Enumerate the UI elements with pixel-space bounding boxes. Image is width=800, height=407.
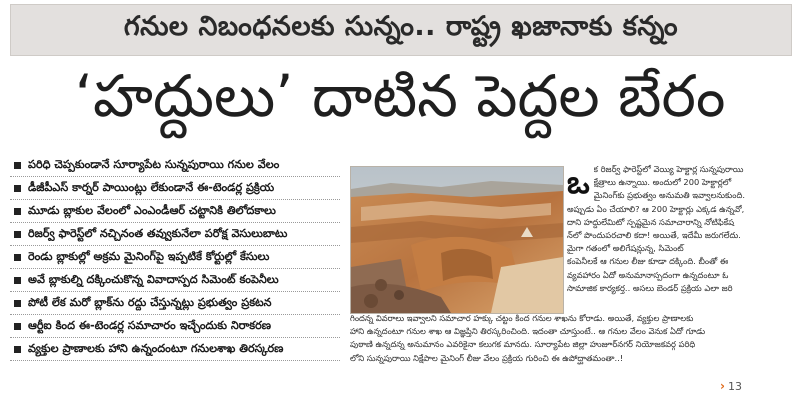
square-bullet-icon bbox=[14, 277, 21, 284]
square-bullet-icon bbox=[14, 231, 21, 238]
highlight-text: వ్యక్తుల ప్రాణాలకు హాని ఉన్నందంటూ గనులశాఖ తిరస్కరణ bbox=[28, 342, 284, 355]
highlight-text: అవే బ్లాకుల్ని దక్కించుకొన్న వివాదాస్పద సిమెంట్ కంపెనీలు bbox=[28, 273, 279, 286]
limestone-quarry-image bbox=[351, 167, 563, 313]
highlight-text: డీజీపీఎస్ కార్నర్ పాయింట్లు లేకుండానే ఈ-టెండర్ల ప్రక్రియ bbox=[28, 181, 275, 194]
highlight-item bbox=[10, 223, 340, 246]
highlight-item bbox=[10, 269, 340, 292]
square-bullet-icon bbox=[14, 346, 21, 353]
page-number: 13 bbox=[728, 379, 742, 393]
article-line: క్షేత్రాలు ఉన్నాయి. అందులో 200 హెక్టార్లలో bbox=[593, 177, 732, 188]
square-bullet-icon bbox=[14, 208, 21, 215]
quarry-photo bbox=[350, 166, 564, 314]
highlight-text: రెండు బ్లాకుల్లో అక్రమ మైనింగ్‌పై ఇప్పటికే కోర్టుల్లో కేసులు bbox=[28, 250, 270, 263]
highlight-item bbox=[10, 246, 340, 269]
article-body-wide bbox=[350, 312, 792, 365]
article-line: సామాజిక కార్యకర్త.. అసలు బెండర్ ప్రక్రియ ఎలా జరి bbox=[567, 282, 733, 293]
article-line: దాని హద్దులేమిటో స్పష్టమైన సమాచారాన్ని నోటిఫికేష bbox=[567, 216, 734, 227]
article-line: హాని ఉన్నదంటూ గనుల శాఖ ఆ విజ్ఞప్తిని తిరస్కరించింది. ఇదంతా చూస్తుంటే.. ఆ గనుల వేలం వెనుక ఏదో గూడు bbox=[350, 326, 706, 337]
article-line: క రిజర్వ్ ఫారెస్ట్‌లో వెయ్యి హెక్టార్ల సున్నపురాయి bbox=[593, 164, 744, 174]
highlights-list bbox=[10, 154, 340, 402]
highlight-item bbox=[10, 177, 340, 200]
highlight-item bbox=[10, 154, 340, 177]
article-line: న్‌లో పొందుపరచాలి కదా! అయితే, ఇదేమీ జరుగలేదు. bbox=[567, 230, 741, 241]
square-bullet-icon bbox=[14, 300, 21, 307]
highlight-item bbox=[10, 315, 340, 338]
article-line: మైనింగ్‌కు ప్రభుత్వం అనుమతి ఇవ్వాలనుకుంది. bbox=[593, 190, 745, 201]
highlight-item bbox=[10, 200, 340, 223]
highlight-text: మూడు బ్లాకుల వేలంలో ఎంఎండీఆర్ చట్టానికి తిలోదకాలు bbox=[28, 204, 276, 217]
drop-cap: ఒ bbox=[567, 165, 590, 201]
square-bullet-icon bbox=[14, 254, 21, 261]
highlight-text: రిజర్వ్ ఫారెస్ట్‌లో నచ్చినంత తవ్వుకునేలా పరోక్ష వెసులుబాటు bbox=[28, 227, 288, 240]
highlight-text: ఆర్టీఐ కింద ఈ-టెండర్ల సమాచారం ఇచ్చేందుకు నిరాకరణ bbox=[28, 319, 272, 332]
headline: ‘హద్దులు’ దాటిన పెద్దల బేరం bbox=[74, 61, 726, 130]
highlight-text: పోటీ లేక మరో బ్లాక్‌ను రద్దు చేస్తున్నట్లు ప్రభుత్వం ప్రకటన bbox=[28, 296, 272, 309]
square-bullet-icon bbox=[14, 323, 21, 330]
article-line: మైగా గతంలో అలిగేషన్లున్న, సిమెంట్ bbox=[567, 243, 684, 254]
continued-page-reference bbox=[720, 379, 742, 393]
article-body-column bbox=[567, 163, 792, 295]
square-bullet-icon bbox=[14, 162, 21, 169]
chevron-right-icon: › bbox=[720, 379, 725, 393]
article-line: వ్యవహారం ఏదో అనుమానాస్పదంగా ఉన్నదంటూ ఓ bbox=[567, 269, 729, 280]
highlight-item bbox=[10, 292, 340, 315]
article-line: అప్పుడు ఏం చేయాలి? ఆ 200 హెక్టార్లు ఎక్కడ ఉన్నవో, bbox=[567, 203, 745, 214]
article-line: కంపెనీలకే ఆ గనుల లీజు కూడా దక్కింది. బీంతో ఈ bbox=[567, 256, 729, 267]
article-line: లోని సున్నపురాయి నిక్షేపాల మైనింగ్ లీజు వేలం ప్రక్రియ గురించి ఈ ఉపోద్ఘాతమంతా..! bbox=[350, 352, 624, 363]
square-bullet-icon bbox=[14, 185, 21, 192]
article-line: గిందన్న వివరాలు ఇవ్వాలని సమాచార హక్కు చట్టం కింద గనుల శాఖను కోరాడు. అయితే, వ్యక్తుల ప్రాణాలకు bbox=[350, 313, 694, 323]
highlight-item bbox=[10, 338, 340, 361]
article-line: పుఠాణి ఉన్నదన్న అనుమానం ఎవరికైనా కలుగక మానదు. సూర్యాపేట జిల్లా హుజూర్‌నగర్ నియోజకవర్గ పరిధి bbox=[350, 339, 696, 350]
highlight-text: పరిధి చెప్పకుండానే సూర్యాపేట సున్నపురాయి గనుల వేలం bbox=[28, 158, 280, 171]
kicker-subheading: గనుల నిబంధనలకు సున్నం.. రాష్ట్ర ఖజానాకు కన్నం bbox=[10, 4, 792, 56]
